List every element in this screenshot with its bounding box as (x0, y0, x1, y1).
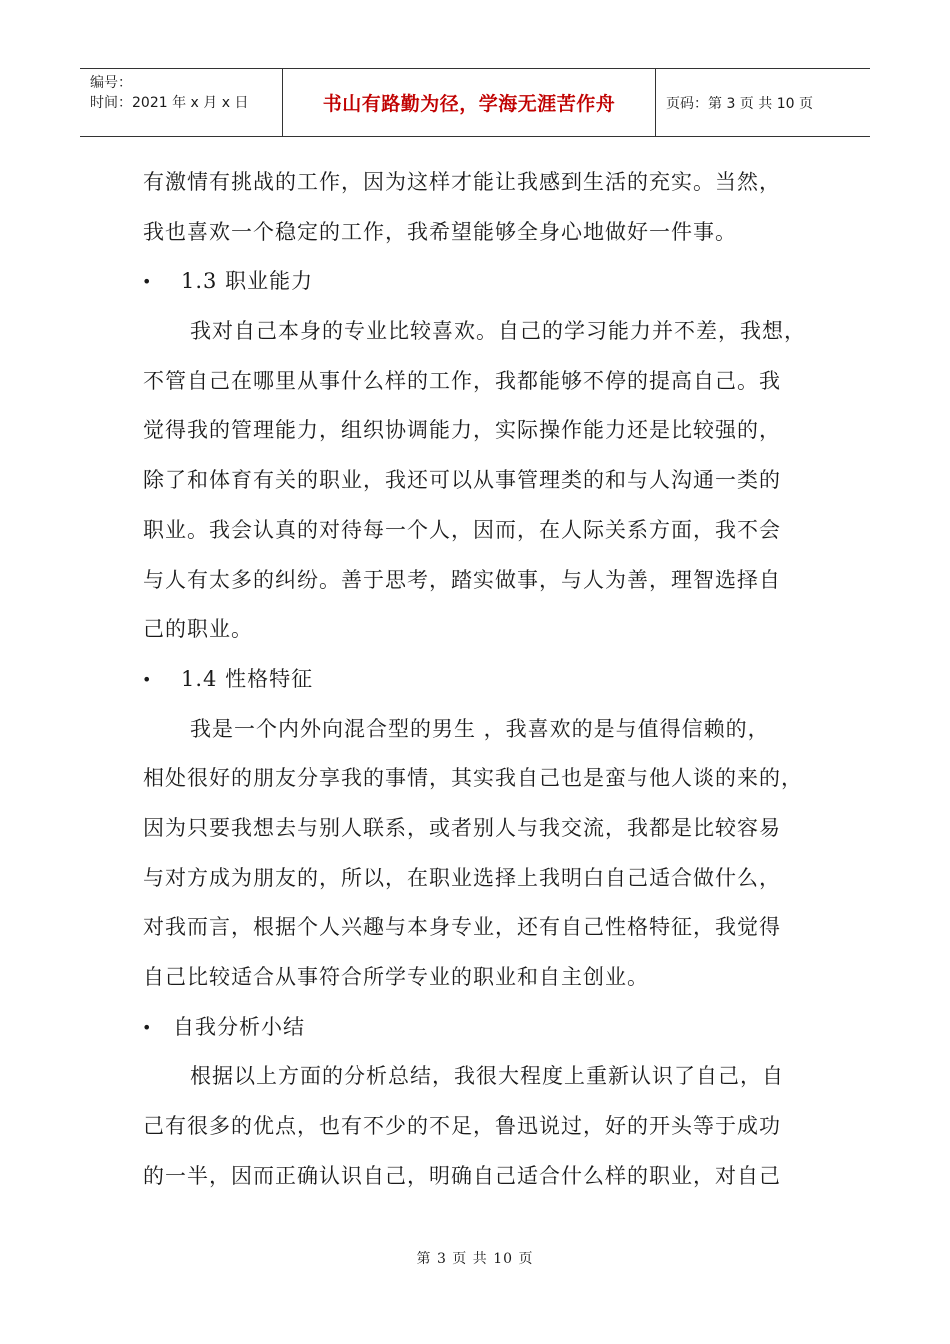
bullet-icon: • (142, 1017, 153, 1037)
document-body (143, 158, 843, 1201)
body-line: 有激情有挑战的工作，因为这样才能让我感到生活的充实。当然， (143, 170, 781, 194)
paragraph-line: 对我而言，根据个人兴趣与本身专业，还有自己性格特征，我觉得 (143, 915, 781, 940)
document-header (80, 68, 870, 137)
paragraph-line: 己有很多的优点，也有不少的不足，鲁迅说过，好的开头等于成功 (143, 1114, 781, 1139)
paragraph-line: 相处很好的朋友分享我的事情，其实我自己也是蛮与他人谈的来的， (143, 766, 803, 791)
paragraph-line: 我对自己本身的专业比较喜欢。自己的学习能力并不差，我想， (190, 319, 806, 344)
paragraph-line: 除了和体育有关的职业，我还可以从事管理类的和与人沟通一类的 (143, 468, 781, 493)
section-heading-personality (143, 655, 843, 705)
header-left-cell (80, 69, 283, 136)
document-number-label: 编号： (90, 75, 132, 91)
paragraph-line: 我是一个内外向混合型的男生 ，我喜欢的是与值得信赖的， (190, 716, 770, 741)
section-heading-summary (143, 1003, 843, 1053)
section-heading-text: 1.4 性格特征 (181, 666, 314, 691)
section-heading-text: 1.3 职业能力 (181, 269, 314, 294)
paragraph-line: 己的职业。 (143, 617, 253, 642)
bullet-icon: • (142, 669, 153, 689)
section-heading-career-ability (143, 257, 843, 307)
header-middle-cell (283, 69, 656, 136)
paragraph-line: 因为只要我想去与别人联系，或者别人与我交流，我都是比较容易 (143, 815, 781, 840)
paragraph-line: 与人有太多的纠纷。善于思考，踏实做事，与人为善，理智选择自 (143, 567, 781, 592)
header-page-code: 页码：第 3 页 共 10 页 (666, 95, 813, 112)
paragraph-line: 不管自己在哪里从事什么样的工作，我都能够不停的提高自己。我 (143, 368, 781, 393)
section-heading-text: 自我分析小结 (173, 1014, 305, 1039)
document-date: 时间：2021 年 x 月 x 日 (90, 95, 249, 111)
page-footer: 第 3 页 共 10 页 (416, 1251, 534, 1267)
body-line: 我也喜欢一个稳定的工作，我希望能够全身心地做好一件事。 (143, 219, 737, 244)
header-motto: 书山有路勤为径，学海无涯苦作舟 (322, 93, 616, 115)
header-right-cell (656, 69, 870, 136)
paragraph-line: 职业。我会认真的对待每一个人，因而，在人际关系方面，我不会 (143, 517, 781, 542)
paragraph-line: 与对方成为朋友的，所以，在职业选择上我明白自己适合做什么， (143, 865, 781, 890)
bullet-icon: • (142, 272, 153, 292)
paragraph-line: 觉得我的管理能力，组织协调能力，实际操作能力还是比较强的， (143, 418, 781, 443)
paragraph-line: 根据以上方面的分析总结，我很大程度上重新认识了自己，自 (190, 1064, 784, 1089)
paragraph-line: 自己比较适合从事符合所学专业的职业和自主创业。 (143, 965, 649, 989)
paragraph-line: 的一半，因而正确认识自己，明确自己适合什么样的职业，对自己 (143, 1163, 781, 1188)
